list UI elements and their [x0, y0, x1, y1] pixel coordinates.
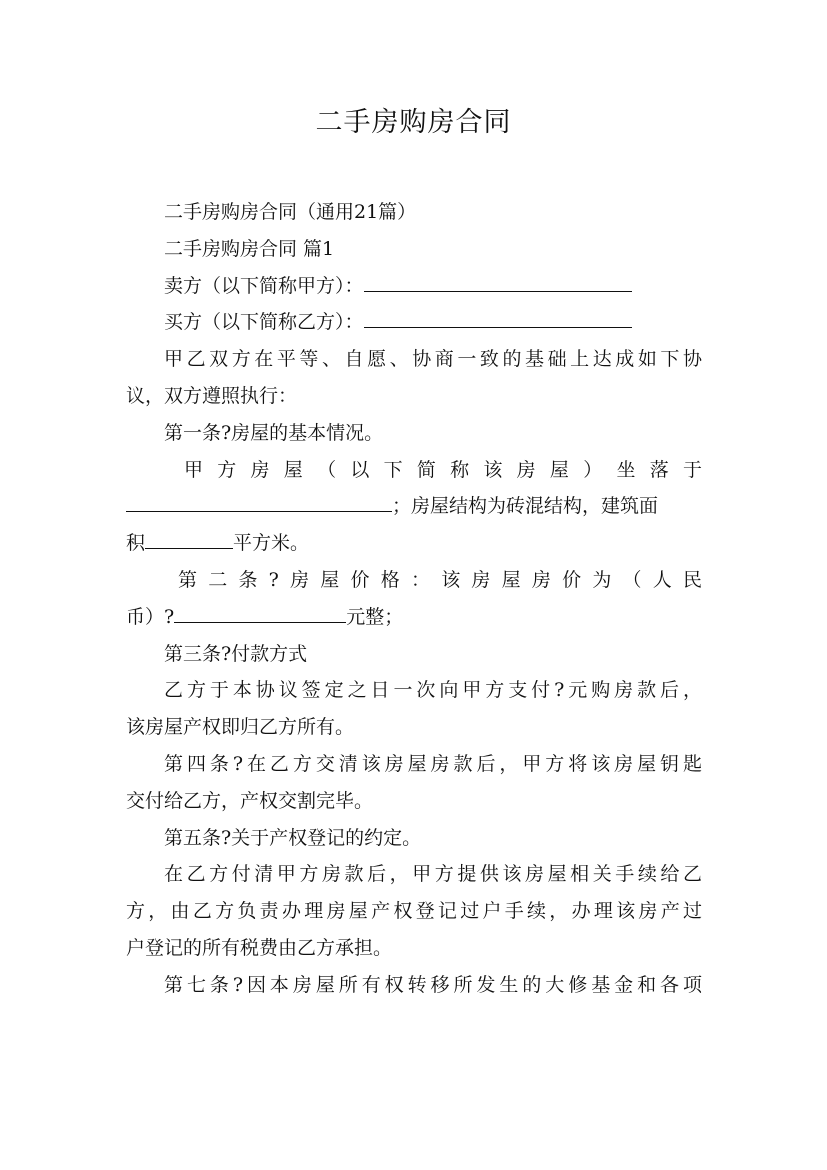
article-2-line-2 — [126, 599, 702, 636]
article-1-line-3 — [126, 525, 702, 562]
article-4-paragraph — [126, 746, 702, 820]
article-3-line-1: 乙方于本协议签定之日一次向甲方支付?元购房款后， — [164, 679, 702, 702]
article-5-title: 第五条?关于产权登记的约定。 — [164, 826, 422, 849]
intro-line-2: 议，双方遵照执行： — [126, 384, 298, 407]
document-body — [126, 194, 702, 1004]
article-5-line-2: 方，由乙方负责办理房屋产权登记过户手续，办理该房产过 — [126, 900, 702, 923]
article-3-line-2: 该房屋产权即归乙方所有。 — [126, 716, 355, 739]
article-5-paragraph — [126, 856, 702, 966]
article-4-line-1: 第四条?在乙方交清该房屋房款后，甲方将该房屋钥匙 — [164, 752, 702, 775]
article-1-line-2 — [126, 488, 702, 525]
buyer-blank — [364, 305, 632, 328]
article-3-title: 第三条?付款方式 — [164, 642, 308, 665]
intro-paragraph — [126, 341, 702, 415]
intro-line-1: 甲乙双方在平等、自愿、协商一致的基础上达成如下协 — [164, 348, 702, 371]
buyer-label: 买方（以下简称乙方）： — [164, 311, 364, 334]
article-2-line-2-tail: 元整； — [346, 605, 404, 628]
buyer-line — [126, 304, 702, 341]
seller-label: 卖方（以下简称甲方）： — [164, 274, 364, 297]
seller-blank — [364, 269, 632, 292]
article-1-title: 第一条?房屋的基本情况。 — [164, 421, 384, 444]
article-5-line-3: 户登记的所有税费由乙方承担。 — [126, 936, 393, 959]
area-blank — [145, 526, 233, 549]
article-1-paragraph — [126, 452, 702, 562]
article-7-line-1: 第七条?因本房屋所有权转移所发生的大修基金和各项 — [164, 973, 702, 996]
article-1-line-3-tail: 平方米。 — [233, 532, 310, 555]
heading-main: 二手房购房合同（通用21篇） — [164, 201, 417, 223]
article-1-line-2-tail: ；房屋结构为砖混结构，建筑面 — [392, 495, 659, 518]
heading-part: 二手房购房合同 篇1 — [164, 237, 335, 260]
article-2-line-1: 第二条?房屋价格：该房屋房价为（人民 — [178, 568, 702, 591]
seller-line — [126, 268, 702, 305]
location-blank — [126, 489, 392, 512]
article-2-line-2-head: 币）? — [126, 605, 175, 628]
document-title: 二手房购房合同 — [315, 107, 512, 138]
article-4-line-2: 交付给乙方，产权交割完毕。 — [126, 789, 374, 812]
article-2-paragraph — [126, 562, 702, 636]
price-blank — [174, 600, 346, 623]
article-5-line-1: 在乙方付清甲方房款后，甲方提供该房屋相关手续给乙 — [164, 863, 702, 886]
article-1-line-1: 甲方房屋（以下简称该房屋）坐落于 — [184, 458, 702, 481]
article-1-line-3-head: 积 — [126, 532, 146, 555]
article-7-paragraph — [126, 967, 702, 1004]
article-3-paragraph — [126, 672, 702, 746]
